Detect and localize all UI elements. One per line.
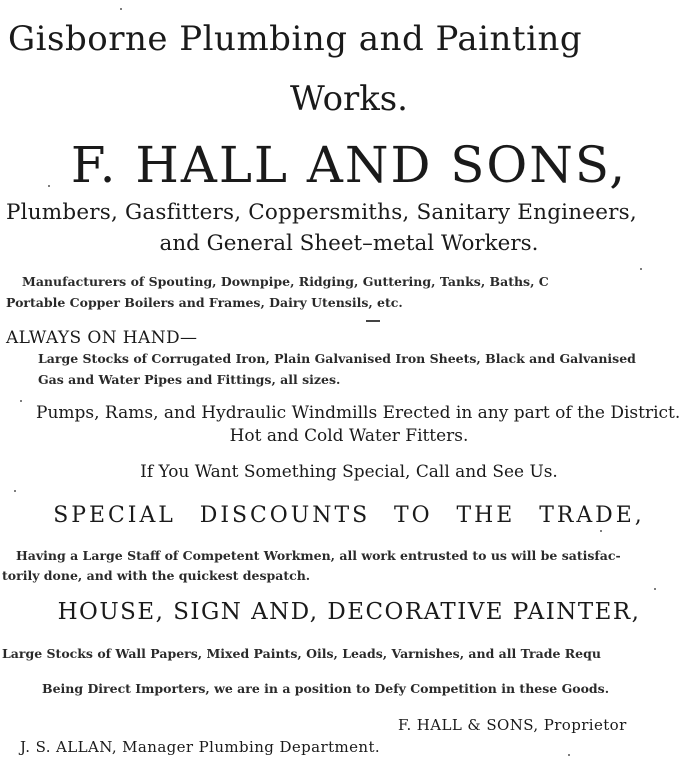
pumps-line-2: Hot and Cold Water Fitters. [229,426,469,446]
stocks-line-1: Large Stocks of Corrugated Iron, Plain Galvanised Iron Sheets, Black and Galvanised [38,351,636,366]
workmen-line-2: torily done, and with the quickest despatch. [2,568,311,583]
workmen-line-1: Having a Large Staff of Competent Workmen, all work entrusted to us will be satisfac- [16,548,621,563]
trades-line-1: Plumbers, Gasfitters, Coppersmiths, Sanitary Engineers, [6,200,637,225]
trades-line-2: and General Sheet–metal Workers. [159,231,539,256]
print-speck [48,185,50,187]
stocks-line-2: Gas and Water Pipes and Fittings, all sizes. [38,372,341,387]
wallpapers-line: Large Stocks of Wall Papers, Mixed Paints, Oils, Leads, Varnishes, and all Trade Requ [2,646,601,661]
pumps-line-1: Pumps, Rams, and Hydraulic Windmills Erected in any part of the District. [36,403,681,423]
heading-line-2: Works. [290,79,408,119]
always-on-hand-heading: ALWAYS ON HAND— [6,328,198,348]
special-call-line: If You Want Something Special, Call and See Us. [140,462,558,482]
manufacturers-line-1: Manufacturers of Spouting, Downpipe, Ridging, Guttering, Tanks, Baths, C [22,274,549,289]
print-speck [600,530,602,532]
importers-line: Being Direct Importers, we are in a position to Defy Competition in these Goods. [42,681,610,696]
print-speck [654,588,656,590]
manager-signature: J. S. ALLAN, Manager Plumbing Department. [20,738,381,756]
print-speck [568,754,570,756]
painter-heading: HOUSE, SIGN AND, DECORATIVE PAINTER, [57,599,641,625]
print-speck [20,400,22,402]
manufacturers-line-2: Portable Copper Boilers and Frames, Dairy Utensils, etc. [6,295,403,310]
print-speck [14,490,16,492]
firm-name: F. HALL AND SONS, [70,136,628,194]
print-speck [120,8,122,10]
divider-dash [366,320,380,322]
proprietors-signature: F. HALL & SONS, Proprietor [398,716,627,734]
discounts-heading: SPECIAL DISCOUNTS TO THE TRADE, [53,503,645,528]
print-speck [640,268,642,270]
heading-line-1: Gisborne Plumbing and Painting [8,19,583,59]
